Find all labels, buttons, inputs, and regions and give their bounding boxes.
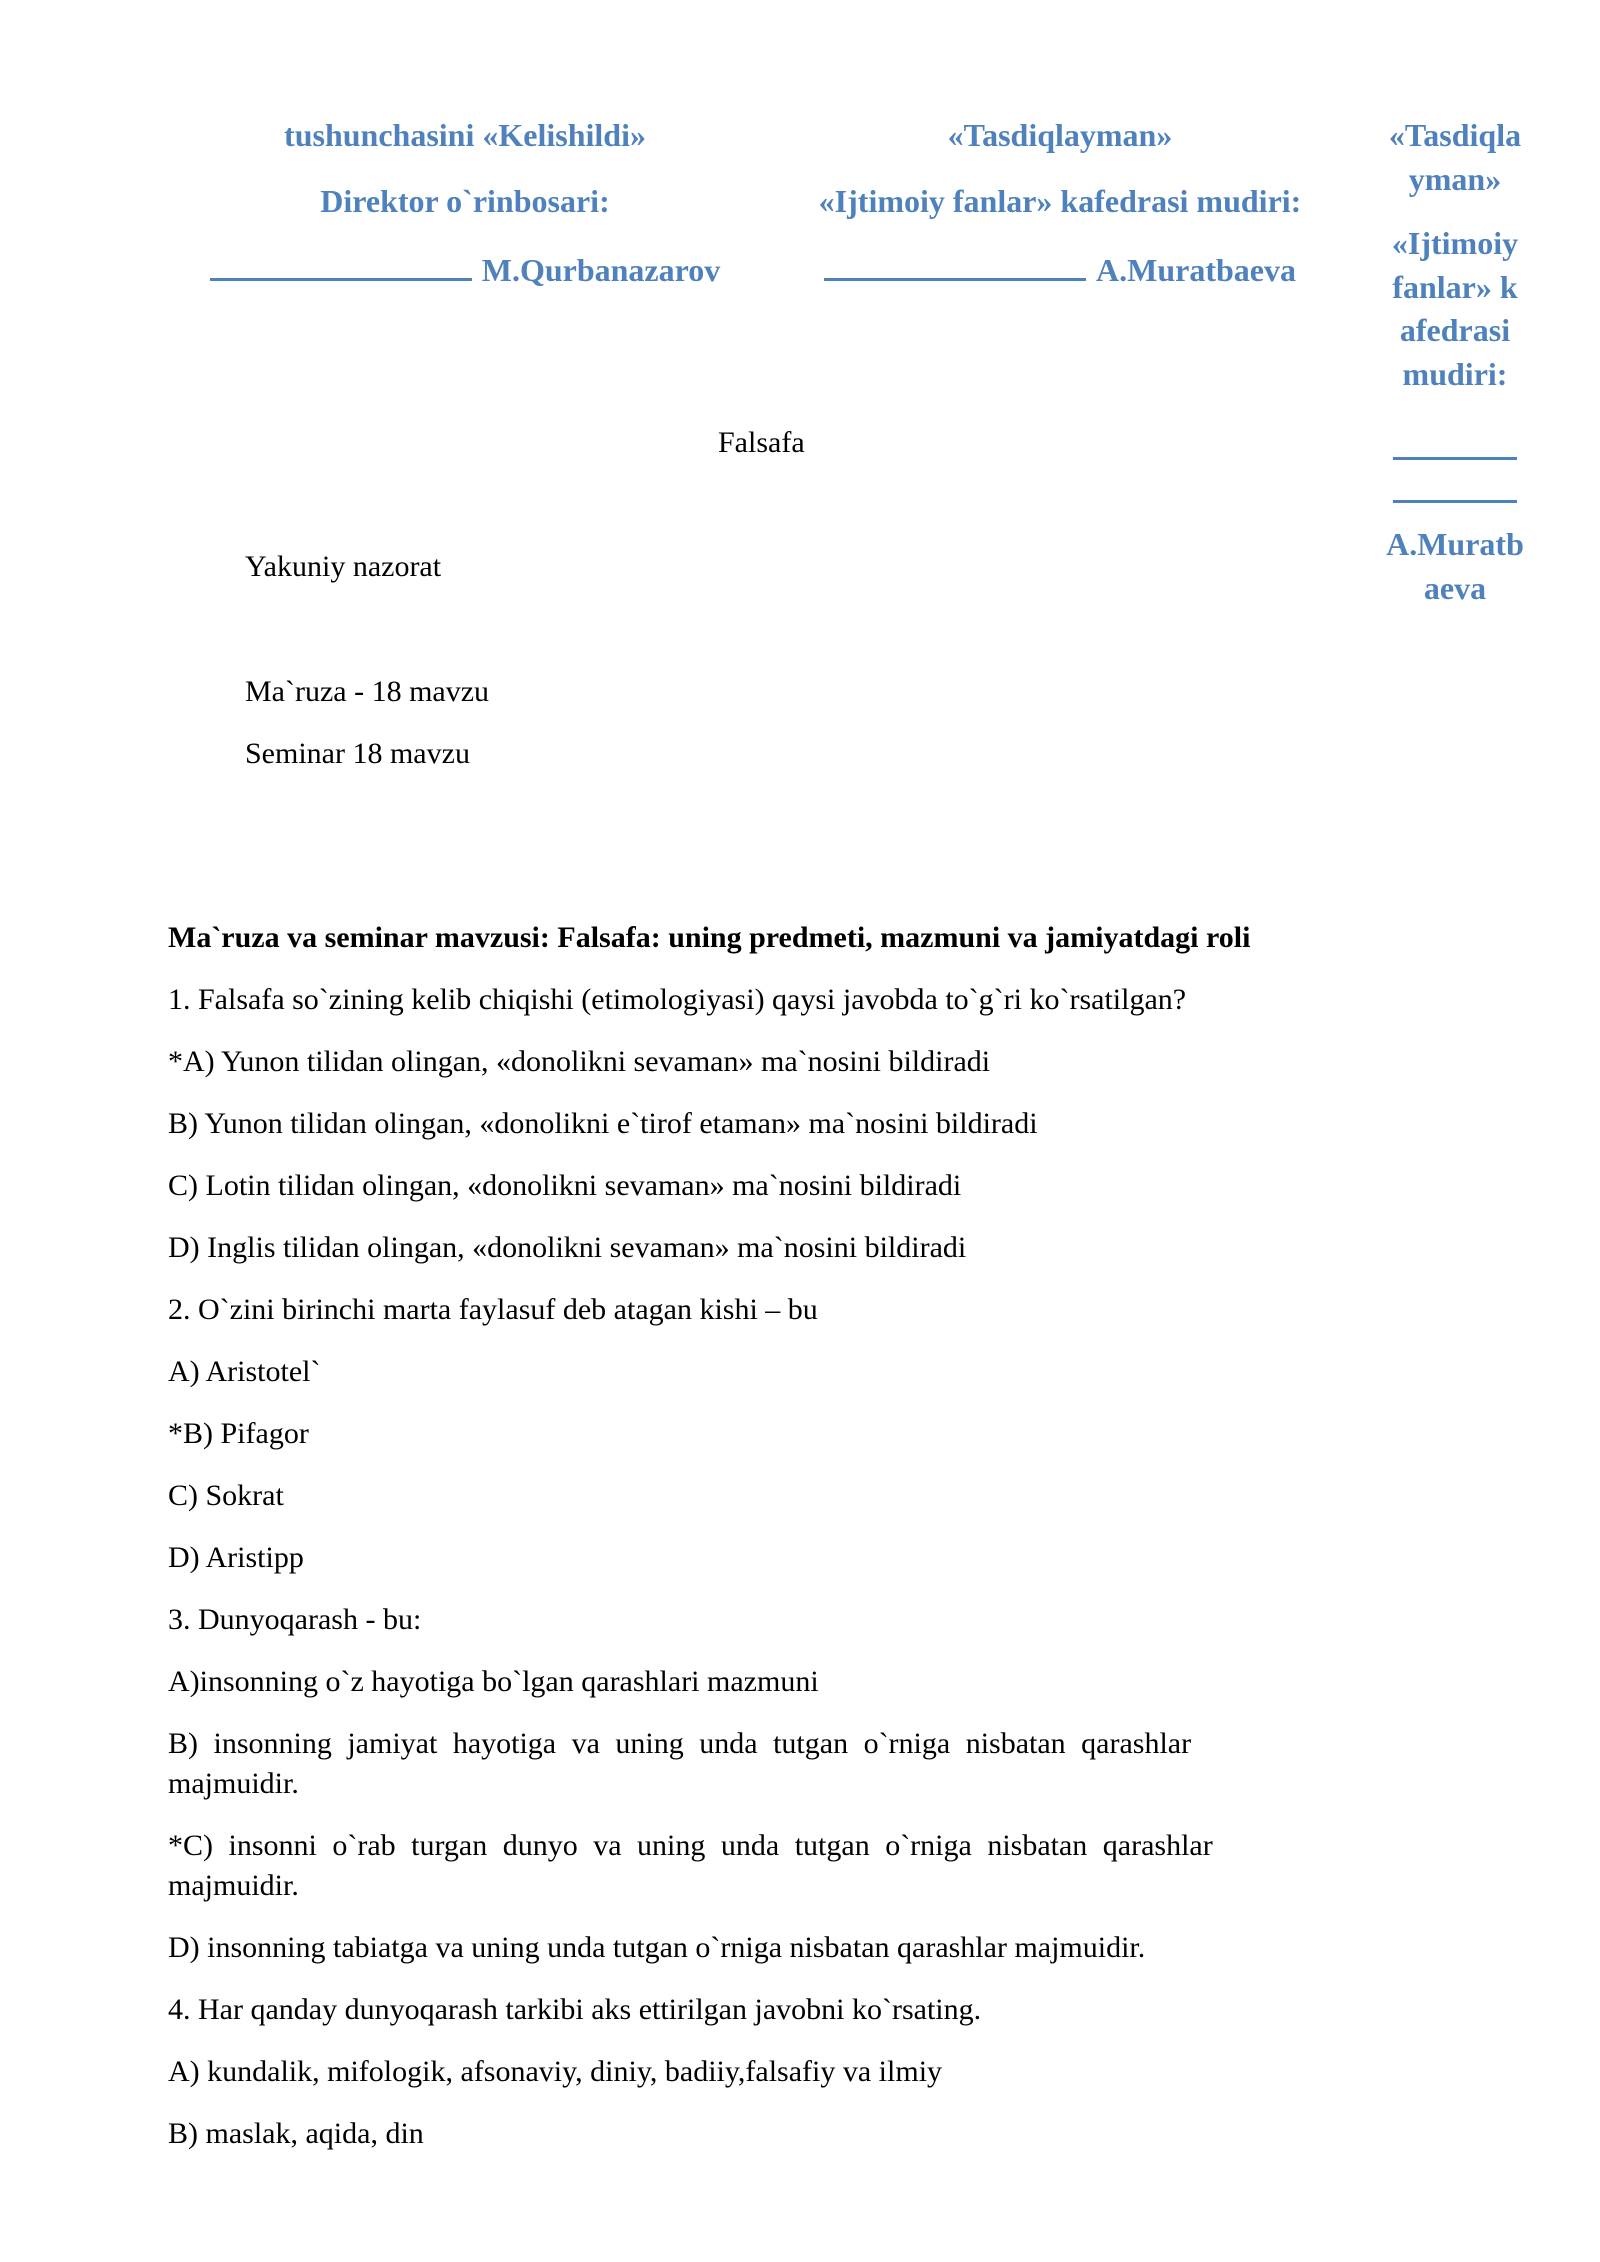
approval-block-approve-narrow [1385, 114, 1525, 631]
department-head-label-narrow: «Ijtimoiy fanlar» kafedrasi mudiri: [1391, 225, 1519, 392]
lecture-count: Ma`ruza - 18 mavzu [245, 675, 490, 708]
approve-title: «Tasdiqlayman» [947, 117, 1173, 153]
answer-option: *C) insonni o`rab turgan dunyo va uning unda tutgan o`rniga nisbatan qarashlar majmuidir. [168, 1829, 1213, 1902]
answer-option: C) Sokrat [168, 1479, 284, 1512]
control-type: Yakuniy nazorat [245, 550, 442, 583]
answer-option: B) Yunon tilidan olingan, «donolikni e`tirof etaman» ma`nosini bildiradi [168, 1107, 1038, 1140]
question-text: 2. O`zini birinchi marta faylasuf deb atagan kishi – bu [168, 1293, 818, 1326]
department-head-name: A.Muratbaeva [1096, 252, 1296, 288]
answer-option: B) maslak, aqida, din [168, 2117, 424, 2150]
deputy-director-label: Direktor o`rinbosari: [320, 183, 610, 219]
approval-block-agreed [190, 114, 740, 312]
signature-line [824, 246, 1086, 281]
answer-option: D) insonning tabiatga va uning unda tutgan o`rniga nisbatan qarashlar majmuidir. [168, 1931, 1146, 1964]
answer-option: A) Aristotel` [168, 1355, 321, 1388]
signature-line [1393, 417, 1517, 460]
answer-option: A) kundalik, mifologik, afsonaviy, diniy, badiiy,falsafiy va ilmiy [168, 2055, 943, 2088]
test-content [168, 918, 1288, 2176]
question-text: 1. Falsafa so`zining kelib chiqishi (etimologiyasi) qaysi javobda to`g`ri ko`rsatilgan? [168, 983, 1187, 1016]
approval-block-approve [780, 114, 1340, 312]
signature-line [210, 246, 472, 281]
answer-option: *B) Pifagor [168, 1417, 309, 1450]
department-head-signature [780, 246, 1340, 312]
answer-option: B) insonning jamiyat hayotiga va uning unda tutgan o`rniga nisbatan qarashlar majmuidir. [168, 1727, 1192, 1800]
deputy-director-name: M.Qurbanazarov [481, 252, 721, 288]
question-text: 3. Dunyoqarash - bu: [168, 1603, 422, 1636]
answer-option: C) Lotin tilidan olingan, «donolikni sevaman» ma`nosini bildiradi [168, 1169, 962, 1202]
seminar-count: Seminar 18 mavzu [245, 737, 470, 770]
topic-heading: Ma`ruza va seminar mavzusi: Falsafa: uning predmeti, mazmuni va jamiyatdagi roli [168, 921, 1251, 954]
approve-title-narrow: «Tasdiqlayman» [1388, 117, 1522, 197]
signature-lines-narrow [1385, 417, 1525, 503]
subject-title: Falsafa [718, 426, 805, 459]
department-head-name-narrow: A.Muratbaeva [1386, 526, 1524, 606]
deputy-director-signature [190, 246, 740, 312]
answer-option: D) Aristipp [168, 1541, 304, 1574]
signature-line [1393, 460, 1517, 503]
answer-option: A)insonning o`z hayotiga bo`lgan qarashlari mazmuni [168, 1665, 819, 1698]
department-head-label: «Ijtimoiy fanlar» kafedrasi mudiri: [818, 183, 1302, 219]
answer-option: D) Inglis tilidan olingan, «donolikni sevaman» ma`nosini bildiradi [168, 1231, 967, 1264]
question-text: 4. Har qanday dunyoqarash tarkibi aks ettirilgan javobni ko`rsating. [168, 1993, 982, 2026]
agreed-title: tushunchasini «Kelishildi» [284, 117, 646, 153]
answer-option: *A) Yunon tilidan olingan, «donolikni sevaman» ma`nosini bildiradi [168, 1045, 991, 1078]
